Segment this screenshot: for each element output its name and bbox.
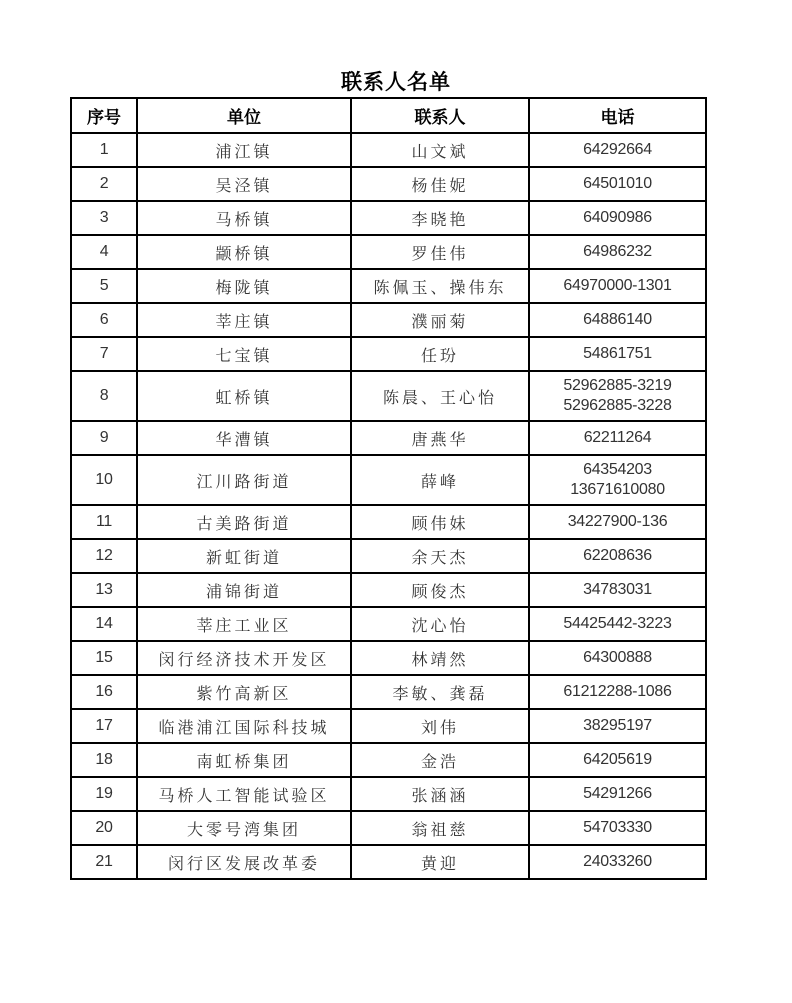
row-unit: 莘庄工业区 [137, 607, 351, 641]
header-number: 序号 [71, 98, 137, 133]
row-phone [529, 269, 706, 303]
row-unit: 新虹街道 [137, 539, 351, 573]
phone-number: 38295197 [583, 717, 652, 734]
row-number: 4 [71, 235, 137, 269]
row-phone [529, 539, 706, 573]
table-row [71, 641, 706, 675]
row-number: 8 [71, 371, 137, 421]
row-unit: 紫竹高新区 [137, 675, 351, 709]
row-contact: 林靖然 [351, 641, 529, 675]
row-phone [529, 371, 706, 421]
row-phone [529, 607, 706, 641]
row-phone [529, 505, 706, 539]
row-phone [529, 235, 706, 269]
phone-number: 64354203 [583, 461, 652, 478]
row-number: 15 [71, 641, 137, 675]
phone-number: 54425442-3223 [563, 615, 672, 632]
phone-number: 52962885-3228 [563, 397, 672, 414]
row-unit: 大零号湾集团 [137, 811, 351, 845]
table-row [71, 709, 706, 743]
phone-number: 62211264 [583, 429, 652, 446]
row-number: 21 [71, 845, 137, 879]
table-row [71, 269, 706, 303]
row-contact: 陈佩玉、操伟东 [351, 269, 529, 303]
row-number: 14 [71, 607, 137, 641]
row-unit: 虹桥镇 [137, 371, 351, 421]
row-unit: 马桥人工智能试验区 [137, 777, 351, 811]
row-unit: 吴泾镇 [137, 167, 351, 201]
row-unit: 梅陇镇 [137, 269, 351, 303]
row-phone [529, 337, 706, 371]
row-phone [529, 573, 706, 607]
row-contact: 金浩 [351, 743, 529, 777]
row-number: 17 [71, 709, 137, 743]
row-number: 1 [71, 133, 137, 167]
row-number: 11 [71, 505, 137, 539]
row-contact: 李敏、龚磊 [351, 675, 529, 709]
phone-number: 24033260 [583, 853, 652, 870]
phone-number: 61212288-1086 [563, 683, 672, 700]
row-number: 2 [71, 167, 137, 201]
table-row [71, 133, 706, 167]
row-unit: 江川路街道 [137, 455, 351, 505]
header-phone: 电话 [529, 98, 706, 133]
phone-number: 13671610080 [570, 481, 665, 498]
row-phone [529, 455, 706, 505]
row-phone [529, 811, 706, 845]
row-unit: 浦江镇 [137, 133, 351, 167]
table-row [71, 337, 706, 371]
phone-number: 64501010 [583, 175, 652, 192]
row-phone [529, 167, 706, 201]
row-number: 20 [71, 811, 137, 845]
phone-number: 64970000-1301 [563, 277, 672, 294]
phone-number: 54703330 [583, 819, 652, 836]
row-contact: 薛峰 [351, 455, 529, 505]
phone-number: 64986232 [583, 243, 652, 260]
phone-number: 64292664 [583, 141, 652, 158]
row-number: 6 [71, 303, 137, 337]
row-unit: 古美路街道 [137, 505, 351, 539]
contact-table [70, 97, 707, 880]
row-unit: 浦锦街道 [137, 573, 351, 607]
row-contact: 山文斌 [351, 133, 529, 167]
phone-number: 34227900-136 [567, 513, 668, 530]
row-phone [529, 421, 706, 455]
row-number: 3 [71, 201, 137, 235]
row-number: 18 [71, 743, 137, 777]
table-row [71, 167, 706, 201]
row-number: 13 [71, 573, 137, 607]
row-number: 5 [71, 269, 137, 303]
row-unit: 闵行经济技术开发区 [137, 641, 351, 675]
document-title: 联系人名单 [341, 70, 451, 94]
row-contact: 顾伟妹 [351, 505, 529, 539]
row-phone [529, 743, 706, 777]
row-contact: 陈晨、王心怡 [351, 371, 529, 421]
phone-number: 64090986 [583, 209, 652, 226]
phone-number: 52962885-3219 [563, 377, 672, 394]
row-contact: 顾俊杰 [351, 573, 529, 607]
table-row [71, 303, 706, 337]
row-unit: 南虹桥集团 [137, 743, 351, 777]
row-number: 19 [71, 777, 137, 811]
row-contact: 李晓艳 [351, 201, 529, 235]
row-contact: 黄迎 [351, 845, 529, 879]
row-contact: 任玢 [351, 337, 529, 371]
table-row [71, 235, 706, 269]
row-contact: 杨佳妮 [351, 167, 529, 201]
phone-number: 64886140 [583, 311, 652, 328]
table-row [71, 455, 706, 505]
row-phone [529, 641, 706, 675]
header-row [71, 98, 706, 133]
row-unit: 颛桥镇 [137, 235, 351, 269]
table-row [71, 777, 706, 811]
row-unit: 临港浦江国际科技城 [137, 709, 351, 743]
row-unit: 七宝镇 [137, 337, 351, 371]
header-unit: 单位 [137, 98, 351, 133]
table-row [71, 675, 706, 709]
row-contact: 翁祖慈 [351, 811, 529, 845]
row-contact: 刘伟 [351, 709, 529, 743]
table-row [71, 539, 706, 573]
phone-number: 64205619 [583, 751, 652, 768]
header-contact: 联系人 [351, 98, 529, 133]
table-row [71, 201, 706, 235]
phone-number: 62208636 [583, 547, 652, 564]
row-contact: 张涵涵 [351, 777, 529, 811]
row-phone [529, 777, 706, 811]
row-unit: 马桥镇 [137, 201, 351, 235]
table-row [71, 573, 706, 607]
phone-number: 54291266 [583, 785, 652, 802]
row-number: 7 [71, 337, 137, 371]
table-row [71, 505, 706, 539]
row-unit: 莘庄镇 [137, 303, 351, 337]
row-phone [529, 845, 706, 879]
row-number: 10 [71, 455, 137, 505]
row-contact: 濮丽菊 [351, 303, 529, 337]
row-number: 9 [71, 421, 137, 455]
table-row [71, 845, 706, 879]
phone-number: 64300888 [583, 649, 652, 666]
phone-number: 34783031 [583, 581, 652, 598]
row-phone [529, 675, 706, 709]
row-contact: 沈心怡 [351, 607, 529, 641]
table-row [71, 743, 706, 777]
row-number: 12 [71, 539, 137, 573]
row-unit: 闵行区发展改革委 [137, 845, 351, 879]
phone-number: 54861751 [583, 345, 652, 362]
table-row [71, 371, 706, 421]
row-unit: 华漕镇 [137, 421, 351, 455]
table-row [71, 607, 706, 641]
table-row [71, 811, 706, 845]
row-contact: 余天杰 [351, 539, 529, 573]
table-row [71, 421, 706, 455]
row-contact: 唐燕华 [351, 421, 529, 455]
row-contact: 罗佳伟 [351, 235, 529, 269]
row-phone [529, 303, 706, 337]
row-phone [529, 133, 706, 167]
row-phone [529, 201, 706, 235]
row-phone [529, 709, 706, 743]
row-number: 16 [71, 675, 137, 709]
